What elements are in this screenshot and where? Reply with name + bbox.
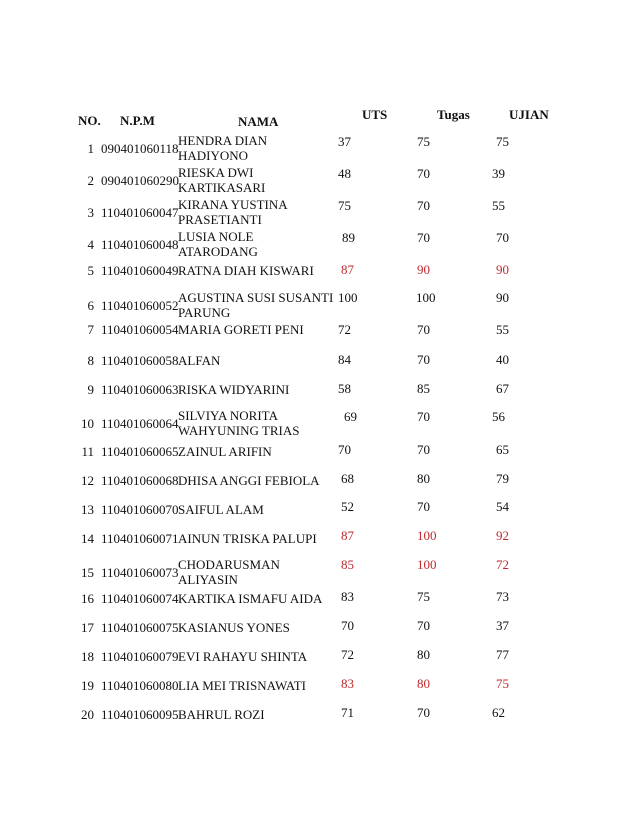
nama-line: EVI RAHAYU SHINTA — [178, 649, 308, 664]
uts-score: 70 — [338, 442, 351, 457]
ujian-score: 72 — [496, 557, 509, 572]
uts-score: 87 — [341, 528, 354, 543]
nama-line: LUSIA NOLE — [178, 229, 254, 244]
nama-value — [178, 133, 338, 163]
nama-line: BAHRUL ROZI — [178, 707, 265, 722]
nama-line: CHODARUSMAN — [178, 557, 280, 572]
npm-value: 110401060075 — [101, 620, 179, 635]
tugas-score: 75 — [417, 134, 430, 149]
tugas-score: 100 — [417, 528, 437, 543]
row-number: 15 — [81, 565, 94, 580]
nama-line: SILVIYA NORITA — [178, 408, 278, 423]
row-number: 7 — [87, 322, 94, 337]
uts-score: 70 — [341, 618, 354, 633]
uts-score: 84 — [338, 352, 351, 367]
uts-score: 100 — [338, 290, 358, 305]
tugas-score: 100 — [416, 290, 436, 305]
nama-line: SAIFUL ALAM — [178, 502, 264, 517]
header-nama: NAMA — [238, 114, 279, 129]
row-number: 16 — [81, 591, 94, 606]
nama-line: LIA MEI TRISNAWATI — [178, 678, 306, 693]
nama-line: ALIYASIN — [178, 572, 238, 587]
tugas-score: 100 — [417, 557, 437, 572]
nama-line: KARTIKASARI — [178, 180, 266, 195]
nama-line: KASIANUS YONES — [178, 620, 290, 635]
nama-line: AINUN TRISKA PALUPI — [178, 531, 317, 546]
uts-score: 71 — [341, 705, 354, 720]
npm-value: 110401060095 — [101, 707, 179, 722]
ujian-score: 65 — [496, 442, 509, 457]
row-number: 17 — [81, 620, 94, 635]
npm-value: 110401060058 — [101, 353, 179, 368]
nama-value — [178, 229, 338, 259]
nama-line: HADIYONO — [178, 148, 249, 163]
uts-score: 72 — [341, 647, 354, 662]
row-number: 19 — [81, 678, 94, 693]
uts-score: 83 — [341, 676, 354, 691]
tugas-score: 70 — [417, 499, 430, 514]
ujian-score: 39 — [492, 166, 505, 181]
ujian-score: 62 — [492, 705, 505, 720]
nama-value — [178, 408, 338, 438]
row-number: 20 — [81, 707, 94, 722]
nama-value — [178, 707, 338, 722]
npm-value: 110401060047 — [101, 205, 179, 220]
nama-value — [178, 322, 338, 337]
ujian-score: 75 — [496, 134, 509, 149]
row-number: 9 — [87, 382, 94, 397]
nama-value — [178, 197, 338, 227]
tugas-score: 70 — [417, 442, 430, 457]
tugas-score: 70 — [417, 618, 430, 633]
npm-value: 110401060054 — [101, 322, 179, 337]
nama-value — [178, 382, 338, 397]
nama-line: WAHYUNING TRIAS — [178, 423, 300, 438]
nama-value — [178, 678, 338, 693]
npm-value: 110401060073 — [101, 565, 179, 580]
nama-line: ALFAN — [178, 353, 221, 368]
row-number: 6 — [87, 298, 94, 313]
nama-line: RIESKA DWI — [178, 165, 254, 180]
nama-value — [178, 620, 338, 635]
tugas-score: 80 — [417, 676, 430, 691]
ujian-score: 79 — [496, 471, 509, 486]
ujian-score: 37 — [496, 618, 509, 633]
nama-line: DHISA ANGGI FEBIOLA — [178, 473, 320, 488]
uts-score: 89 — [342, 230, 355, 245]
nama-line: RATNA DIAH KISWARI — [178, 263, 314, 278]
tugas-score: 80 — [417, 647, 430, 662]
ujian-score: 92 — [496, 528, 509, 543]
ujian-score: 90 — [496, 262, 509, 277]
row-number: 18 — [81, 649, 94, 664]
nama-line: RISKA WIDYARINI — [178, 382, 290, 397]
npm-value: 110401060079 — [101, 649, 179, 664]
row-number: 13 — [81, 502, 94, 517]
npm-value: 110401060070 — [101, 502, 179, 517]
row-number: 14 — [81, 531, 94, 546]
npm-value: 110401060074 — [101, 591, 179, 606]
ujian-score: 54 — [496, 499, 509, 514]
uts-score: 58 — [338, 381, 351, 396]
row-number: 10 — [81, 416, 94, 431]
uts-score: 72 — [338, 322, 351, 337]
uts-score: 83 — [341, 589, 354, 604]
tugas-score: 70 — [417, 166, 430, 181]
header-tugas: Tugas — [437, 107, 470, 122]
npm-value: 110401060064 — [101, 416, 179, 431]
nama-value — [178, 591, 338, 606]
tugas-score: 80 — [417, 471, 430, 486]
nama-value — [178, 263, 338, 278]
row-number: 2 — [87, 173, 94, 188]
uts-score: 85 — [341, 557, 354, 572]
nama-value — [178, 290, 338, 320]
npm-value: 110401060068 — [101, 473, 179, 488]
npm-value: 110401060065 — [101, 444, 179, 459]
tugas-score: 90 — [417, 262, 430, 277]
row-number: 5 — [87, 263, 94, 278]
ujian-score: 56 — [492, 409, 505, 424]
ujian-score: 70 — [496, 230, 509, 245]
npm-value: 110401060048 — [101, 237, 179, 252]
uts-score: 75 — [338, 198, 351, 213]
tugas-score: 85 — [417, 381, 430, 396]
nama-value — [178, 531, 338, 546]
tugas-score: 70 — [417, 705, 430, 720]
nama-value — [178, 473, 338, 488]
tugas-score: 70 — [417, 352, 430, 367]
tugas-score: 70 — [417, 322, 430, 337]
header-no: NO. — [78, 113, 101, 128]
npm-value: 110401060049 — [101, 263, 179, 278]
uts-score: 48 — [338, 166, 351, 181]
row-number: 11 — [81, 444, 94, 459]
nama-line: ATARODANG — [178, 244, 258, 259]
nama-value — [178, 353, 338, 368]
nama-line: KIRANA YUSTINA — [178, 197, 288, 212]
row-number: 12 — [81, 473, 94, 488]
tugas-score: 70 — [417, 230, 430, 245]
tugas-score: 75 — [417, 589, 430, 604]
npm-value: 110401060063 — [101, 382, 179, 397]
header-uts: UTS — [362, 107, 388, 122]
tugas-score: 70 — [417, 198, 430, 213]
npm-value: 110401060080 — [101, 678, 179, 693]
uts-score: 52 — [341, 499, 354, 514]
nama-line: MARIA GORETI PENI — [178, 322, 304, 337]
uts-score: 69 — [344, 409, 357, 424]
ujian-score: 40 — [496, 352, 509, 367]
header-ujian: UJIAN — [509, 107, 549, 122]
ujian-score: 77 — [496, 647, 509, 662]
row-number: 8 — [87, 353, 94, 368]
ujian-score: 55 — [492, 198, 505, 213]
npm-value: 110401060052 — [101, 298, 179, 313]
uts-score: 87 — [341, 262, 354, 277]
tugas-score: 70 — [417, 409, 430, 424]
nama-value — [178, 444, 338, 459]
uts-score: 68 — [341, 471, 354, 486]
ujian-score: 55 — [496, 322, 509, 337]
nama-line: KARTIKA ISMAFU AIDA — [178, 591, 323, 606]
nama-line: PARUNG — [178, 305, 231, 320]
npm-value: 090401060118 — [101, 141, 179, 156]
ujian-score: 73 — [496, 589, 509, 604]
nama-line: HENDRA DIAN — [178, 133, 268, 148]
npm-value: 110401060071 — [101, 531, 179, 546]
nama-value — [178, 165, 338, 195]
ujian-score: 67 — [496, 381, 509, 396]
ujian-score: 75 — [496, 676, 509, 691]
nama-line: AGUSTINA SUSI SUSANTI — [178, 290, 334, 305]
nama-value — [178, 502, 338, 517]
nama-value — [178, 557, 338, 587]
uts-score: 37 — [338, 134, 351, 149]
header-npm: N.P.M — [120, 113, 155, 128]
nama-line: PRASETIANTI — [178, 212, 262, 227]
ujian-score: 90 — [496, 290, 509, 305]
row-number: 1 — [87, 141, 94, 156]
row-number: 4 — [87, 237, 94, 252]
nama-value — [178, 649, 338, 664]
row-number: 3 — [87, 205, 94, 220]
npm-value: 090401060290 — [101, 173, 179, 188]
nama-line: ZAINUL ARIFIN — [178, 444, 272, 459]
